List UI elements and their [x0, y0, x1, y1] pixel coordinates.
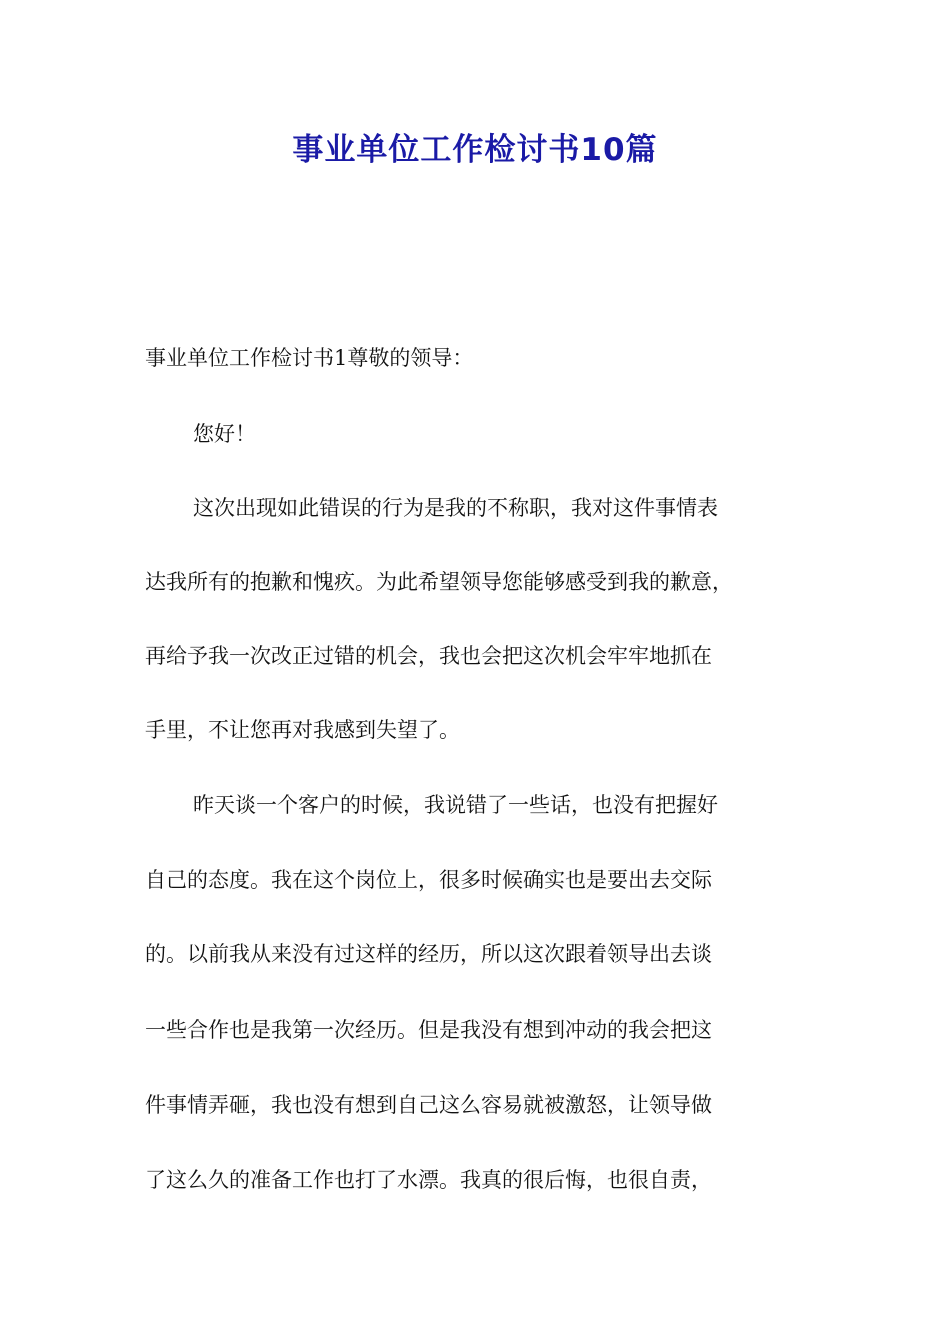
paragraph-line: 达我所有的抱歉和愧疚。为此希望领导您能够感受到我的歉意， — [145, 570, 733, 594]
paragraph-line: 昨天谈一个客户的时候，我说错了一些话，也没有把握好 — [193, 793, 718, 817]
paragraph-line: 的。以前我从来没有过这样的经历，所以这次跟着领导出去谈 — [145, 942, 712, 966]
document-title: 事业单位工作检讨书10篇 — [292, 132, 658, 168]
paragraph-line: 一些合作也是我第一次经历。但是我没有想到冲动的我会把这 — [145, 1018, 712, 1042]
paragraph-line-greeting: 您好！ — [193, 422, 256, 446]
paragraph-line-heading: 事业单位工作检讨书1尊敬的领导： — [145, 346, 474, 370]
paragraph-line: 这次出现如此错误的行为是我的不称职，我对这件事情表 — [193, 496, 718, 520]
paragraph-line: 再给予我一次改正过错的机会，我也会把这次机会牢牢地抓在 — [145, 644, 712, 668]
paragraph-line: 件事情弄砸，我也没有想到自己这么容易就被激怒，让领导做 — [145, 1093, 712, 1117]
paragraph-line: 了这么久的准备工作也打了水漂。我真的很后悔，也很自责， — [145, 1168, 712, 1192]
paragraph-line: 手里，不让您再对我感到失望了。 — [145, 718, 460, 742]
paragraph-line: 自己的态度。我在这个岗位上，很多时候确实也是要出去交际 — [145, 868, 712, 892]
